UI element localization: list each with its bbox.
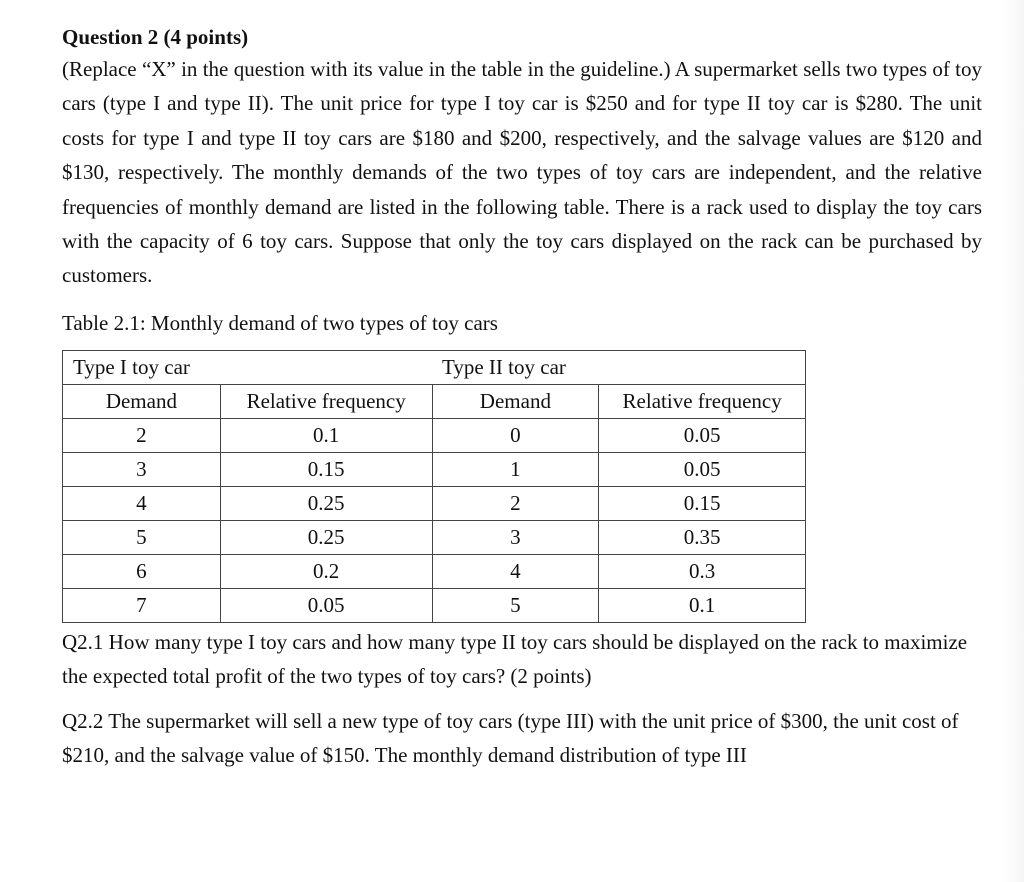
table-cell: 0.1 [599,588,806,622]
table-row [63,588,806,622]
question-title: Question 2 (4 points) [62,25,249,49]
subquestion-2-1: Q2.1 How many type I toy cars and how many type II toy cars should be displayed on the rack to maximize the expected total profit of the two types of toy cars? (2 points) [62,629,968,689]
table-cell: 0.35 [599,520,806,554]
demand-table [62,350,806,623]
table-cell: 0.1 [220,418,432,452]
table-cell: 0.3 [599,554,806,588]
table-cell: 6 [63,554,221,588]
table-cell: 3 [432,520,599,554]
table-cell: 0.15 [220,452,432,486]
table-row [63,554,806,588]
table-cell: 0.2 [220,554,432,588]
question-body: (Replace “X” in the question with its value in the table in the guideline.) A supermarket sells two types of toy cars (type I and type II). The unit price for type I toy car is $250 and for type II toy car is $280. The unit costs for type I and type II toy cars are $180 and $200, respectively, and the salvage values are $120 and $130, respectively. The monthly demands of the two types of toy cars are independent, and the relative frequencies of monthly demand are listed in the following table. There is a rack used to display the toy cars with the capacity of 6 toy cars. Suppose that only the toy cars displayed on the rack can be purchased by customers. [62,57,982,288]
table-cell: 7 [63,588,221,622]
table-cell: 0.05 [220,588,432,622]
table-cell: 0.25 [220,520,432,554]
column-header-type-2-demand: Demand [432,384,599,418]
column-header-type-1-frequency: Relative frequency [220,384,432,418]
table-row [63,452,806,486]
table-row [63,486,806,520]
table-cell: 0.05 [599,452,806,486]
subquestion-2-2: Q2.2 The supermarket will sell a new type of toy cars (type III) with the unit price of $300, the unit cost of $210, and the salvage value of $150. The monthly demand distribution of type III [62,708,959,768]
page-edge-shadow [1002,0,1024,882]
table-cell: 0.05 [599,418,806,452]
type-2-group-header: Type II toy car [432,350,806,384]
table-cell: 5 [63,520,221,554]
table-group-header-row [63,350,806,384]
table-cell: 5 [432,588,599,622]
table-cell: 0 [432,418,599,452]
table-cell: 4 [63,486,221,520]
table-row [63,418,806,452]
table-cell: 3 [63,452,221,486]
table-cell: 0.15 [599,486,806,520]
table-cell: 1 [432,452,599,486]
column-header-type-1-demand: Demand [63,384,221,418]
question-document [62,22,982,772]
type-1-group-header: Type I toy car [63,350,433,384]
table-row [63,520,806,554]
table-cell: 2 [63,418,221,452]
table-cell: 2 [432,486,599,520]
table-caption: Table 2.1: Monthly demand of two types of toy cars [62,310,498,335]
table-cell: 0.25 [220,486,432,520]
table-cell: 4 [432,554,599,588]
column-header-type-2-frequency: Relative frequency [599,384,806,418]
table-column-header-row [63,384,806,418]
